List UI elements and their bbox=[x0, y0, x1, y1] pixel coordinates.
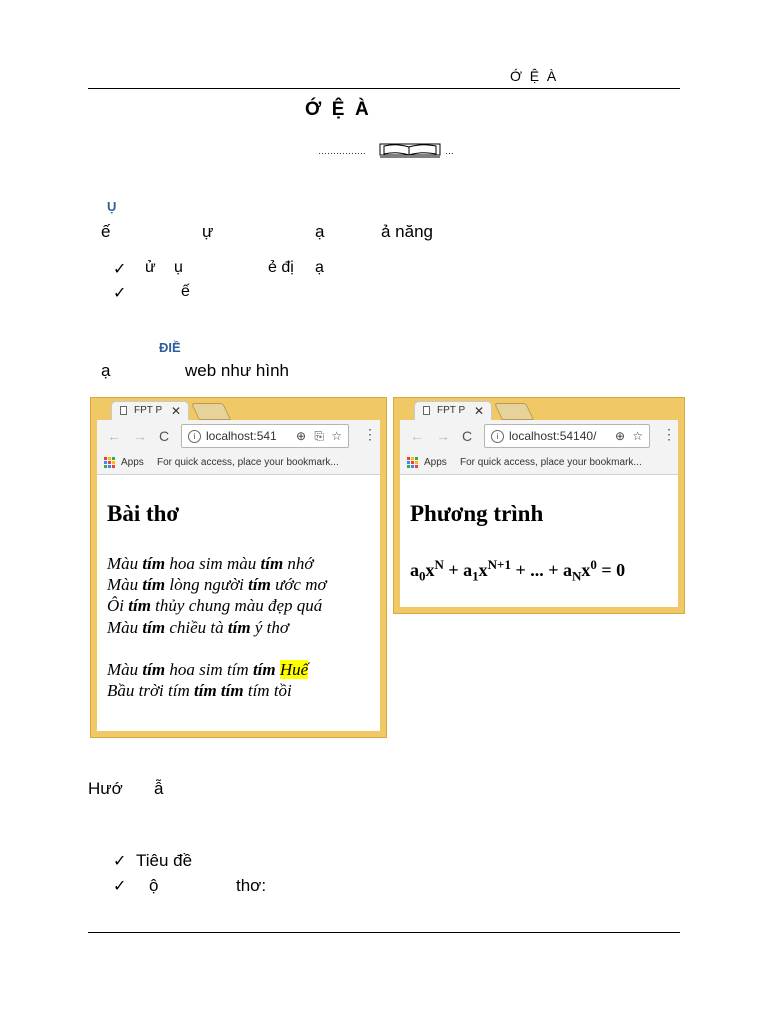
page-viewport bbox=[97, 475, 380, 731]
check-text-a: ộ bbox=[149, 876, 159, 895]
equation: $a_0x^N + a_1x^{N+1}$ + ... + $a_Nx^0 = 0$ bbox=[410, 557, 626, 584]
section2-line bbox=[101, 361, 401, 383]
tab-label: FPT P bbox=[134, 405, 163, 416]
guide-check-2 bbox=[113, 876, 313, 898]
apps-label[interactable]: Apps bbox=[424, 457, 447, 468]
new-tab-button[interactable] bbox=[191, 403, 231, 420]
forward-icon[interactable]: → bbox=[436, 428, 450, 444]
zoom-icon[interactable]: ⊕ bbox=[614, 429, 625, 443]
reload-icon[interactable]: C bbox=[159, 428, 170, 444]
poem-line: Bầu trời tím tím tím tím tồi bbox=[107, 681, 292, 700]
check-text-d: ạ bbox=[315, 259, 324, 276]
section1-heading: Ụ bbox=[107, 199, 117, 214]
intro-part-a: ế bbox=[101, 222, 111, 241]
tab-label: FPT P bbox=[437, 405, 466, 416]
equation-title: Phương trình bbox=[410, 501, 544, 526]
back-icon[interactable]: ← bbox=[410, 428, 424, 444]
apps-icon[interactable] bbox=[104, 457, 116, 469]
bookmark-hint: For quick access, place your bookmark... bbox=[460, 457, 642, 468]
guide-part-b: ẫ bbox=[154, 779, 164, 798]
header-rule bbox=[88, 88, 680, 89]
poem-line: Màu tím hoa sim màu tím nhớ bbox=[107, 554, 314, 573]
ornament-dots-right: … bbox=[445, 146, 454, 156]
apps-label[interactable]: Apps bbox=[121, 457, 144, 468]
info-icon[interactable]: i bbox=[491, 430, 504, 443]
poem-line: Màu tím lòng người tím ước mơ bbox=[107, 575, 327, 594]
footer-rule bbox=[88, 932, 680, 933]
bookmark-hint: For quick access, place your bookmark... bbox=[157, 457, 339, 468]
book-icon bbox=[378, 141, 442, 159]
section1-intro bbox=[101, 222, 501, 244]
close-icon[interactable]: ✕ bbox=[170, 404, 181, 418]
section1-check-2 bbox=[113, 283, 313, 305]
apps-icon[interactable] bbox=[407, 457, 419, 469]
bookmarks-bar bbox=[97, 452, 380, 475]
tab-bar bbox=[91, 398, 386, 420]
translate-icon[interactable]: ⎘ bbox=[314, 429, 324, 443]
running-header bbox=[510, 68, 680, 86]
guide-check-1 bbox=[113, 851, 313, 873]
section2-heading: ĐIỀ bbox=[159, 340, 181, 355]
check-text-b: thơ: bbox=[236, 876, 267, 895]
check-mark: ✓ bbox=[113, 285, 127, 302]
section2-part-b: web như hình bbox=[185, 361, 290, 380]
check-mark: ✓ bbox=[113, 878, 127, 895]
intro-part-d: ả năng bbox=[381, 222, 433, 241]
section2-part-a: ạ bbox=[101, 361, 111, 380]
document-icon bbox=[120, 406, 127, 415]
browser-tab[interactable] bbox=[414, 401, 492, 420]
guide-label bbox=[88, 779, 288, 801]
poem-title: Bài thơ bbox=[107, 501, 180, 526]
intro-part-c: ạ bbox=[315, 222, 325, 241]
check-text-c: ẻ đị bbox=[268, 259, 294, 276]
browser-window-left bbox=[90, 397, 387, 738]
zoom-icon[interactable]: ⊕ bbox=[295, 429, 306, 443]
info-icon[interactable]: i bbox=[188, 430, 201, 443]
highlighted-word: Huế bbox=[279, 660, 309, 679]
section1-check-1 bbox=[113, 259, 413, 281]
tab-bar bbox=[394, 398, 684, 420]
check-mark: ✓ bbox=[113, 261, 127, 278]
check-text: Tiêu đề bbox=[136, 851, 193, 870]
intro-part-b: ự bbox=[202, 222, 214, 241]
forward-icon[interactable]: → bbox=[133, 428, 147, 444]
page-viewport bbox=[400, 475, 678, 607]
menu-icon[interactable]: ⋮ bbox=[363, 426, 377, 442]
check-text-a: ế bbox=[181, 283, 190, 300]
poem-line: Ôi tím thủy chung màu đẹp quá bbox=[107, 596, 323, 615]
address-bar[interactable] bbox=[484, 424, 650, 448]
close-icon[interactable]: ✕ bbox=[473, 404, 484, 418]
star-icon[interactable]: ☆ bbox=[331, 429, 342, 443]
poem-line: Màu tím chiều tà tím ý thơ bbox=[107, 618, 289, 637]
bookmarks-bar bbox=[400, 452, 678, 475]
guide-part-a: Hướ bbox=[88, 779, 123, 798]
check-text-b: ụ bbox=[174, 259, 183, 276]
check-text-a: ử bbox=[145, 259, 156, 276]
browser-toolbar bbox=[97, 420, 380, 452]
url-text: localhost:54140/ bbox=[509, 429, 597, 443]
running-header-text: Ớ Ệ À bbox=[510, 68, 557, 84]
reload-icon[interactable]: C bbox=[462, 428, 473, 444]
address-bar[interactable] bbox=[181, 424, 349, 448]
ornament-dots-left: ……………. bbox=[318, 146, 366, 156]
star-icon[interactable]: ☆ bbox=[632, 429, 643, 443]
check-mark: ✓ bbox=[113, 853, 127, 870]
poem-line: Màu tím hoa sim tím tím Huế bbox=[107, 660, 309, 679]
browser-window-right bbox=[393, 397, 685, 614]
page-title: Ớ Ệ À bbox=[305, 99, 369, 120]
browser-tab[interactable] bbox=[111, 401, 189, 420]
new-tab-button[interactable] bbox=[494, 403, 534, 420]
ornament bbox=[318, 140, 458, 162]
menu-icon[interactable]: ⋮ bbox=[662, 426, 676, 442]
url-text: localhost:541 bbox=[206, 429, 277, 443]
browser-toolbar bbox=[400, 420, 678, 452]
document-icon bbox=[423, 406, 430, 415]
back-icon[interactable]: ← bbox=[107, 428, 121, 444]
